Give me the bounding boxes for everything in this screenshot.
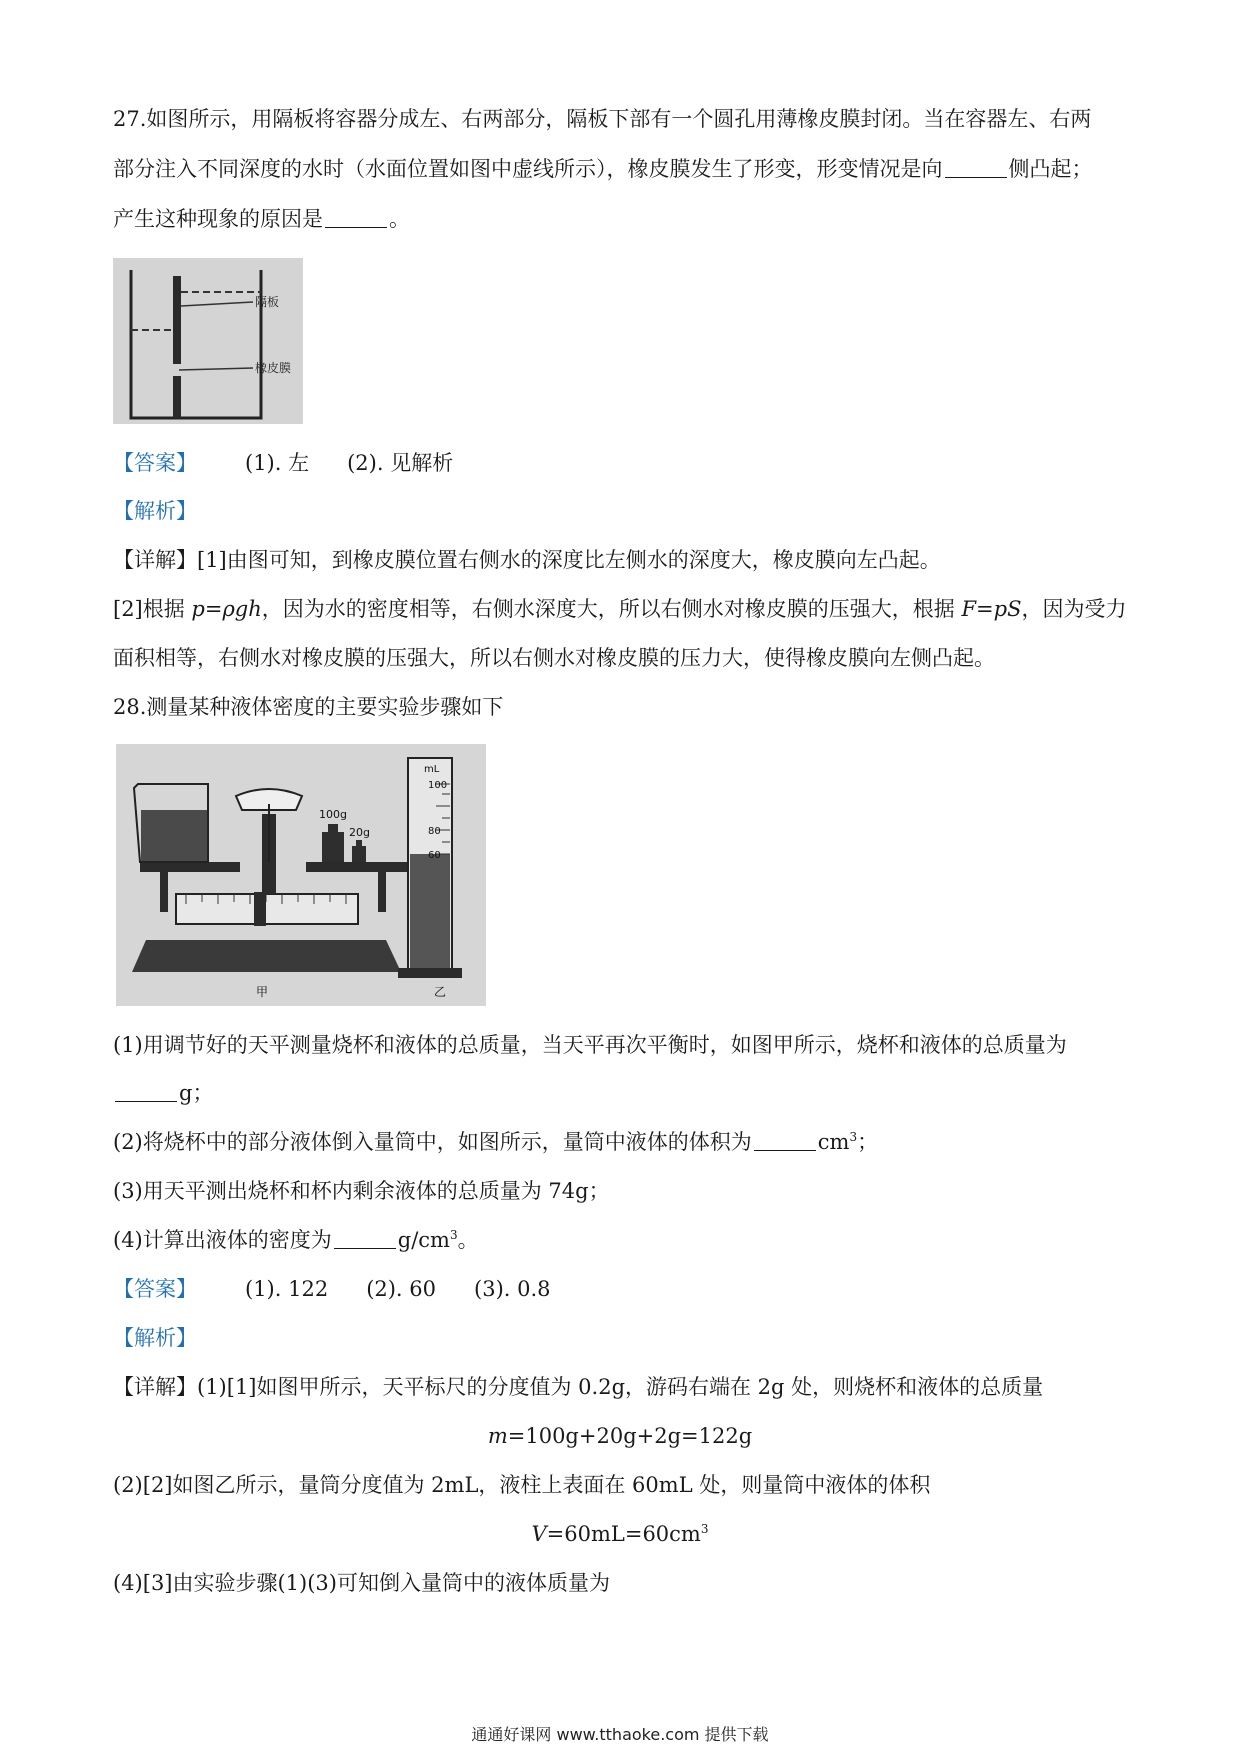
q28-formula-volume: $V=60mL=60cm^3$ xyxy=(531,1522,709,1546)
partition-lower xyxy=(173,376,181,418)
rider[interactable] xyxy=(254,892,266,926)
answer-tag: 【答案】 xyxy=(113,1277,197,1301)
q28-answer-3: (3). 0.8 xyxy=(474,1277,551,1301)
weight-100g xyxy=(322,832,344,862)
weight-20g-label: 20g xyxy=(349,826,370,839)
q28-formula-mass: m=100g+20g+2g=122g xyxy=(487,1424,753,1448)
container-diagram xyxy=(113,258,303,424)
q28-blank-2[interactable] xyxy=(754,1128,816,1151)
weight-100g-label: 100g xyxy=(319,808,347,821)
tick-label-60: 60 xyxy=(428,850,441,861)
answer-tag: 【答案】 xyxy=(113,451,197,475)
q27-detail-line-3: 面积相等，右侧水对橡皮膜的压强大，所以右侧水对橡皮膜的压力大，使得橡皮膜向左侧凸起。 xyxy=(113,646,995,670)
q28-answer-2: (2). 60 xyxy=(366,1277,437,1301)
q28-blank-3[interactable] xyxy=(334,1226,396,1249)
q27-answer-line xyxy=(113,448,1133,478)
q28-blank-1[interactable] xyxy=(115,1079,177,1102)
q27-answer-2: (2). 见解析 xyxy=(347,451,454,475)
cylinder-liquid xyxy=(410,854,450,968)
label-partition: 隔板 xyxy=(255,295,280,309)
q27-text-line-3: 产生这种现象的原因是 。 xyxy=(113,207,410,231)
q28-detail-line-1: 【详解】(1)[1]如图甲所示，天平标尺的分度值为 0.2g，游码右端在 2g 处，则烧杯和液体的总质量 xyxy=(113,1375,1044,1399)
q28-analysis-tag-line xyxy=(113,1323,1133,1353)
page-footer: 通通好课网 www.tthaoke.com 提供下载 xyxy=(471,1725,769,1744)
q27-analysis-tag-line xyxy=(113,496,1133,526)
balance-and-cylinder-diagram xyxy=(116,744,486,1006)
q27-detail-line-2: [2]根据 p=ρgh，因为水的密度相等，右侧水深度大，所以右侧水对橡皮膜的压强大，根据 F=pS，因为受力 xyxy=(113,597,1127,621)
cylinder-unit-label: mL xyxy=(424,764,440,775)
figure-label-yi: 乙 xyxy=(434,985,447,999)
q28-step2: (2)将烧杯中的部分液体倒入量筒中，如图所示，量筒中液体的体积为 $cm^3$； xyxy=(113,1130,879,1154)
q28-balance-figure xyxy=(116,744,486,1006)
weight-20g xyxy=(352,846,366,862)
q27-text-line-1: 27.如图所示，用隔板将容器分成左、右两部分，隔板下部有一个圆孔用薄橡皮膜封闭。当在容器左、右两 xyxy=(113,107,1092,131)
q27-blank-2[interactable] xyxy=(325,205,387,228)
q28-step1-line-1: (1)用调节好的天平测量烧杯和液体的总质量，当天平再次平衡时，如图甲所示，烧杯和液体的总质量为 xyxy=(113,1033,1067,1057)
analysis-tag: 【解析】 xyxy=(113,1326,197,1350)
q28-answer-line xyxy=(113,1274,1133,1304)
q28-detail-line-2: (2)[2]如图乙所示，量筒分度值为 2mL，液柱上表面在 60mL 处，则量筒中液体的体积 xyxy=(113,1473,931,1497)
q28-detail-line-3: (4)[3]由实验步骤(1)(3)可知倒入量筒中的液体质量为 xyxy=(113,1571,610,1595)
tick-label-80: 80 xyxy=(428,826,441,837)
partition-upper xyxy=(173,276,181,364)
q28-step4: (4)计算出液体的密度为 $g/cm^3$。 xyxy=(113,1228,479,1252)
q28-title: 28.测量某种液体密度的主要实验步骤如下 xyxy=(113,695,504,719)
label-membrane: 橡皮膜 xyxy=(255,361,292,375)
q27-answer-1: (1). 左 xyxy=(245,451,310,475)
q28-step1-line-2: g； xyxy=(113,1078,1133,1108)
left-pan xyxy=(140,862,240,872)
balance-base xyxy=(132,940,401,972)
analysis-tag: 【解析】 xyxy=(113,499,197,523)
q27-container-figure xyxy=(113,258,303,424)
balance-scale-bar xyxy=(176,894,358,924)
q28-step3: (3)用天平测出烧杯和杯内剩余液体的总质量为 74g； xyxy=(113,1179,610,1203)
q27-text-line-2: 部分注入不同深度的水时（水面位置如图中虚线所示），橡皮膜发生了形变，形变情况是向 侧凸起； xyxy=(113,157,1093,181)
q27-blank-1[interactable] xyxy=(945,155,1007,178)
beaker-liquid xyxy=(141,810,207,861)
tick-label-100: 100 xyxy=(428,780,448,791)
figure-label-jia: 甲 xyxy=(256,985,269,999)
q28-answer-1: (1). 122 xyxy=(245,1277,329,1301)
right-pan xyxy=(306,862,410,872)
q27-detail-line-1: 【详解】[1]由图可知，到橡皮膜位置右侧水的深度比左侧水的深度大，橡皮膜向左凸起。 xyxy=(113,548,941,572)
